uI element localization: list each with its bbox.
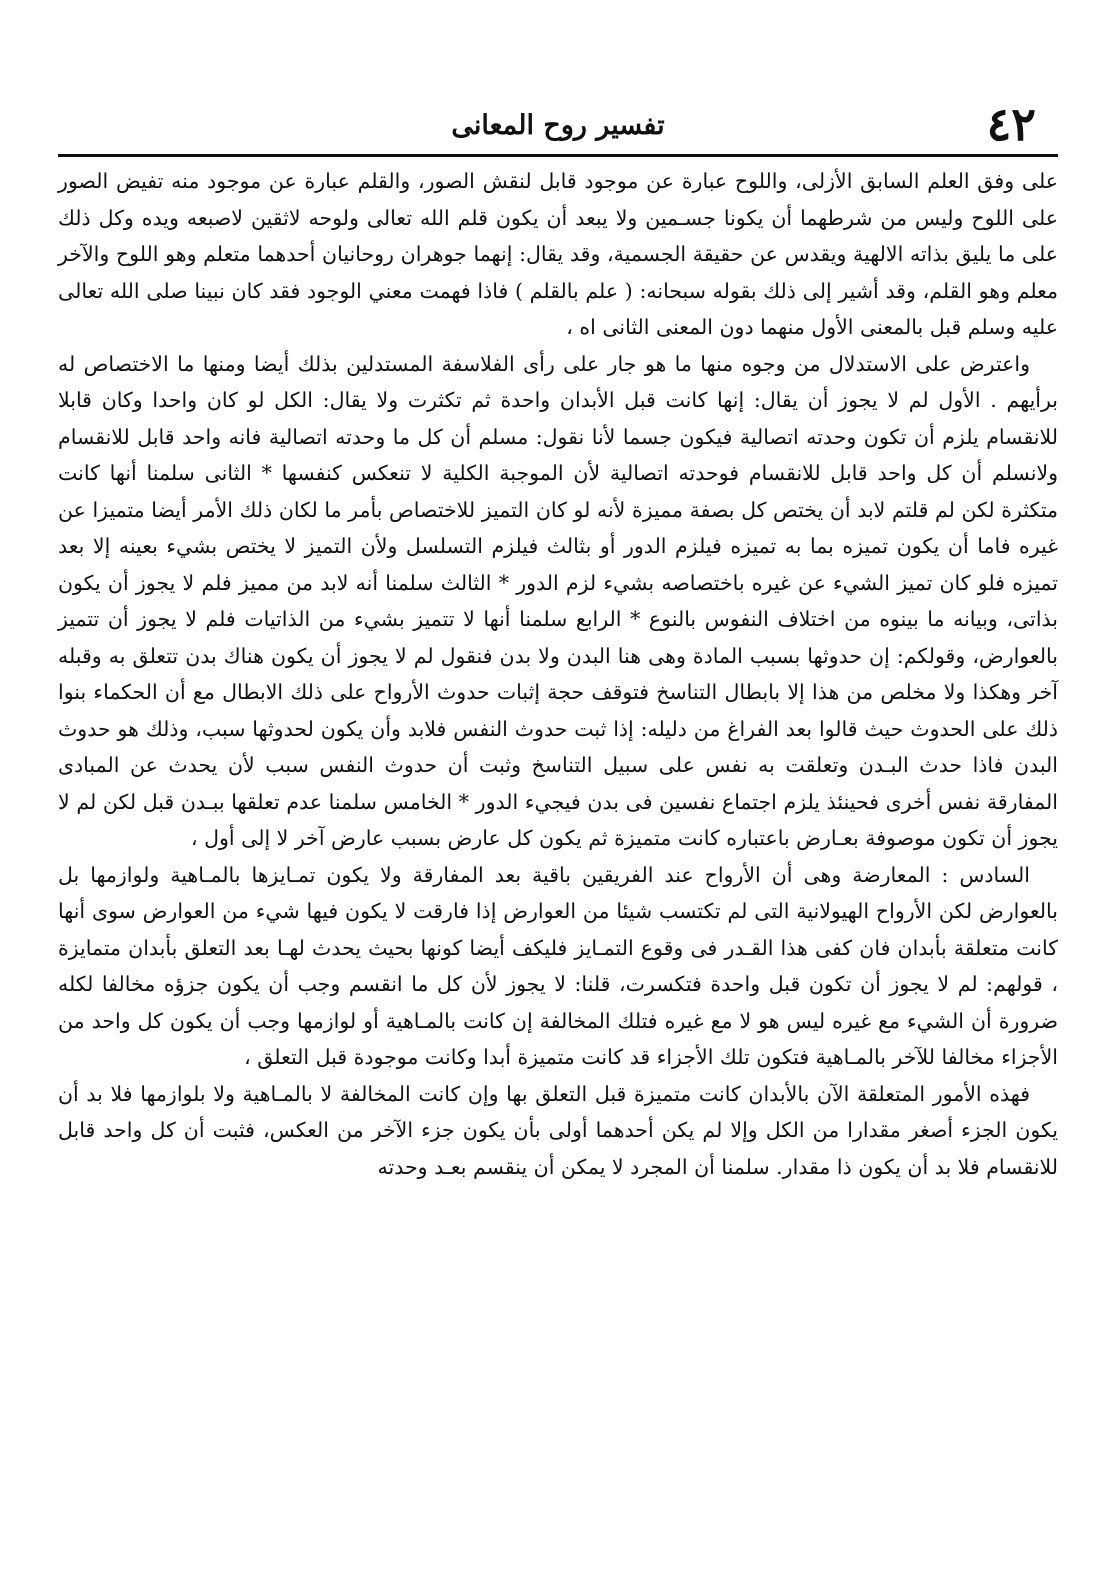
page-number: ٤٢ — [986, 97, 1036, 151]
page-header — [58, 96, 1058, 157]
paragraph: السادس : المعارضة وهى أن الأرواح عند الفريقين باقية بعد المفارقة ولا يكون تمـايزها بالمـاهية ولوازمها بل بالعوارض لكن الأرواح الهيولانية التى لم تكتسب شيئا من العوارض إذا فارقت لا يكون فيها شيء من العوارض سوى أنها كانت متعلقة بأبدان فان كفى هذا القـدر فى وقوع التمـايز فليكف أيضا كونها بحيث يحدث لهـا بعد التعلق بأبدان متمايزة ، قولهم: لم لا يجوز أن تكون قبل واحدة فتكسرت، قلنا: لا يجوز لأن كل ما انقسم وجب أن يكون جزؤه مخالفا لكله ضرورة أن الشيء مع غيره ليس هو لا مع غيره فتلك المخالفة إن كانت بالمـاهية أو لوازمها وجب أن يكون كل واحد من الأجزاء مخالفا للآخر بالمـاهية فتكون تلك الأجزاء قد كانت متميزة أبدا وكانت موجودة قبل التعلق ، — [58, 862, 1058, 1069]
book-page — [58, 96, 1058, 1536]
paragraph: واعترض على الاستدلال من وجوه منها ما هو جار على رأى الفلاسفة المستدلين بذلك أيضا ومنها ما الاختصاص له برأيهم . الأول لم لا يجوز أن يقال: إنها كانت قبل الأبدان واحدة ثم تكثرت ولا يقال: الكل لو كان واحدا وكان قابلا للانقسام يلزم أن تكون وحدته اتصالية فيكون جسما لأنا نقول: مسلم أن كل ما وحدته اتصالية فانه واحد قابل للانقسام ولانسلم أن كل واحد قابل للانقسام فوحدته اتصالية لأن الموجبة الكلية لا تنعكس كنفسها * الثانى سلمنا أنها كانت متكثرة لكن لم قلتم لابد أن يختص كل بصفة مميزة لأنه لو كان التميز للاختصاص بأمر ما لكان ذلك الأمر أيضا متميزا عن غيره فاما أن يكون تميزه بما به تميزه فيلزم الدور أو بثالث فيلزم التسلسل ولأن التميز لا يختص بشيء بعينه إلا بعد تميزه فلو كان تميز الشيء عن غيره باختصاصه بشيء لزم الدور * الثالث سلمنا أنه لابد من مميز فلم لا يجوز أن يكون بذاتى، وبيانه ما بينوه من اختلاف النفوس بالنوع * الرابع سلمنا أنها لا تتميز بشيء من الذاتيات فلم لا يجوز أن تتميز بالعوارض، وقولكم: إن حدوثها بسبب المادة وهى هنا البدن ولا بدن فنقول لم لا يجوز أن يكون هناك بدن تتعلق به وقبله آخر وهكذا ولا مخلص من هذا إلا بابطال التناسخ فتوقف حجة إثبات حدوث الأرواح على ذلك الابطال مع أن الحكماء بنوا ذلك على الحدوث حيث قالوا بعد الفراغ من دليله: إذا ثبت حدوث النفس فلابد وأن يكون لحدوثها سبب، وذلك هو حدوث البدن فاذا حدث البـدن وتعلقت به نفس على سبيل التناسخ وثبت أن حدوث النفس سبب لأن يحدث عن المبادى المفارقة نفس أخرى فحينئذ يلزم اجتماع نفسين فى بدن فيجيء الدور * الخامس سلمنا عدم تعلقها ببـدن قبل لكن لم لا يجوز أن تكون موصوفة بعـارض باعتباره كانت متميزة ثم يكون كل عارض بسبب عارض آخر لا إلى أول ، — [58, 351, 1058, 850]
running-title: تفسير روح المعانى — [451, 110, 665, 141]
paragraph: على وفق العلم السابق الأزلى، واللوح عبارة عن موجود قابل لنقش الصور، والقلم عبارة عن موجود منه تفيض الصور على اللوح وليس من شرطهما أن يكونا جسـمين ولا يبعد أن يكون قلم الله تعالى ولوحه لاثقين لاصبعه ويده وكل ذلك على ما يليق بذاته الالهية ويقدس عن حقيقة الجسمية، وقد يقال: إنهما جوهران روحانيان أحدهما متعلم وهو اللوح والآخر معلم وهو القلم، وقد أشير إلى ذلك بقوله سبحانه: ( علم بالقلم ) فاذا فهمت معني الوجود فقد كان نبينا صلى الله تعالى عليه وسلم قبل بالمعنى الأول منهما دون المعنى الثانى اه ، — [58, 169, 1058, 339]
body-text — [58, 163, 1058, 1185]
paragraph: فهذه الأمور المتعلقة الآن بالأبدان كانت متميزة قبل التعلق بها وإن كانت المخالفة لا بالمـاهية ولا بلوازمها فلا بد أن يكون الجزء أصغر مقدارا من الكل وإلا لم يكن أحدهما أولى بأن يكون جزء الآخر من العكس، فثبت أن كل واحد قابل للانقسام فلا بد أن يكون ذا مقدار. سلمنا أن المجرد لا يمكن أن ينقسم بعـد وحدته — [58, 1081, 1058, 1179]
